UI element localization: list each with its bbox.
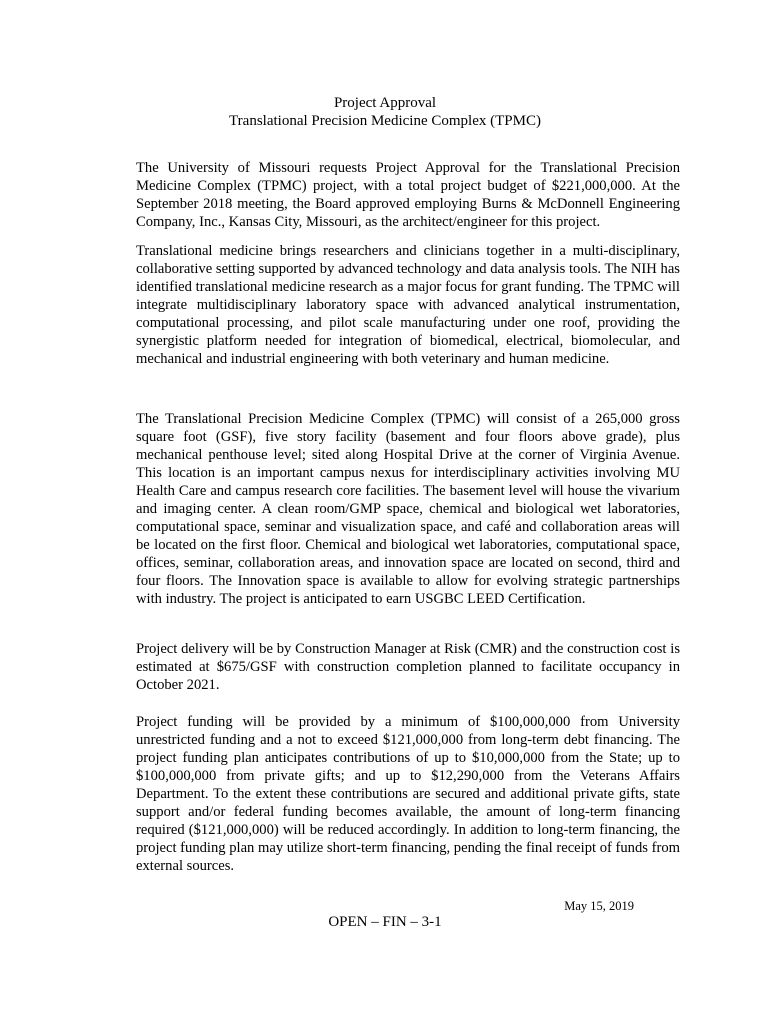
document-date: May 15, 2019 <box>564 899 634 913</box>
paragraph-facility-description: The Translational Precision Medicine Complex (TPMC) will consist of a 265,000 gross square foot (GSF), five story facility (basement and four floors above grade), plus mechanical penthouse level; sited along Hospital Drive at the corner of Virginia Avenue. This location is an important campus nexus for interdisciplinary activities involving MU Health Care and campus research core facilities. The basement level will house the vivarium and imaging center. A clean room/GMP space, chemical and biological wet laboratories, computational space, seminar and visualization space, and café and collaboration areas will be located on the first floor. Chemical and biological wet laboratories, computational space, offices, seminar, collaboration areas, and innovation space are located on second, third and four floors. The Innovation space is available to allow for evolving strategic partnerships with industry. The project is anticipated to earn USGBC LEED Certification. <box>136 411 680 607</box>
paragraph-translational-medicine: Translational medicine brings researchers and clinicians together in a multi-disciplinary, collaborative setting supported by advanced technology and data analysis tools. The NIH has identified translational medicine research as a major focus for grant funding. The TPMC will integrate multidisciplinary laboratory space with advanced analytical instrumentation, computational processing, and pilot scale manufacturing under one roof, providing the synergistic platform needed for integration of biomedical, electrical, biomolecular, and mechanical and industrial engineering with both veterinary and human medicine. <box>136 243 680 367</box>
paragraph-project-funding: Project funding will be provided by a minimum of $100,000,000 from University unrestricted funding and a not to exceed $121,000,000 from long-term debt financing. The project funding plan anticipates contributions of up to $10,000,000 from the State; up to $100,000,000 from private gifts; and up to $12,290,000 from the Veterans Affairs Department. To the extent these contributions are secured and additional private gifts, state support and/or federal funding becomes available, the amount of long-term financing required ($121,000,000) will be reduced accordingly. In addition to long-term financing, the project funding plan may utilize short-term financing, pending the final receipt of funds from external sources. <box>136 714 680 874</box>
page-footer: OPEN – FIN – 3-1 <box>328 914 442 930</box>
document-subtitle: Translational Precision Medicine Complex (TPMC) <box>229 113 541 129</box>
paragraph-project-approval-request: The University of Missouri requests Project Approval for the Translational Precision Medicine Complex (TPMC) project, with a total project budget of $221,000,000. At the September 2018 meeting, the Board approved employing Burns & McDonnell Engineering Company, Inc., Kansas City, Missouri, as the architect/engineer for this project. <box>136 160 680 230</box>
paragraph-project-delivery: Project delivery will be by Construction Manager at Risk (CMR) and the construction cost is estimated at $675/GSF with construction completion planned to facilitate occupancy in October 2021. <box>136 641 680 693</box>
document-title: Project Approval <box>333 95 437 111</box>
